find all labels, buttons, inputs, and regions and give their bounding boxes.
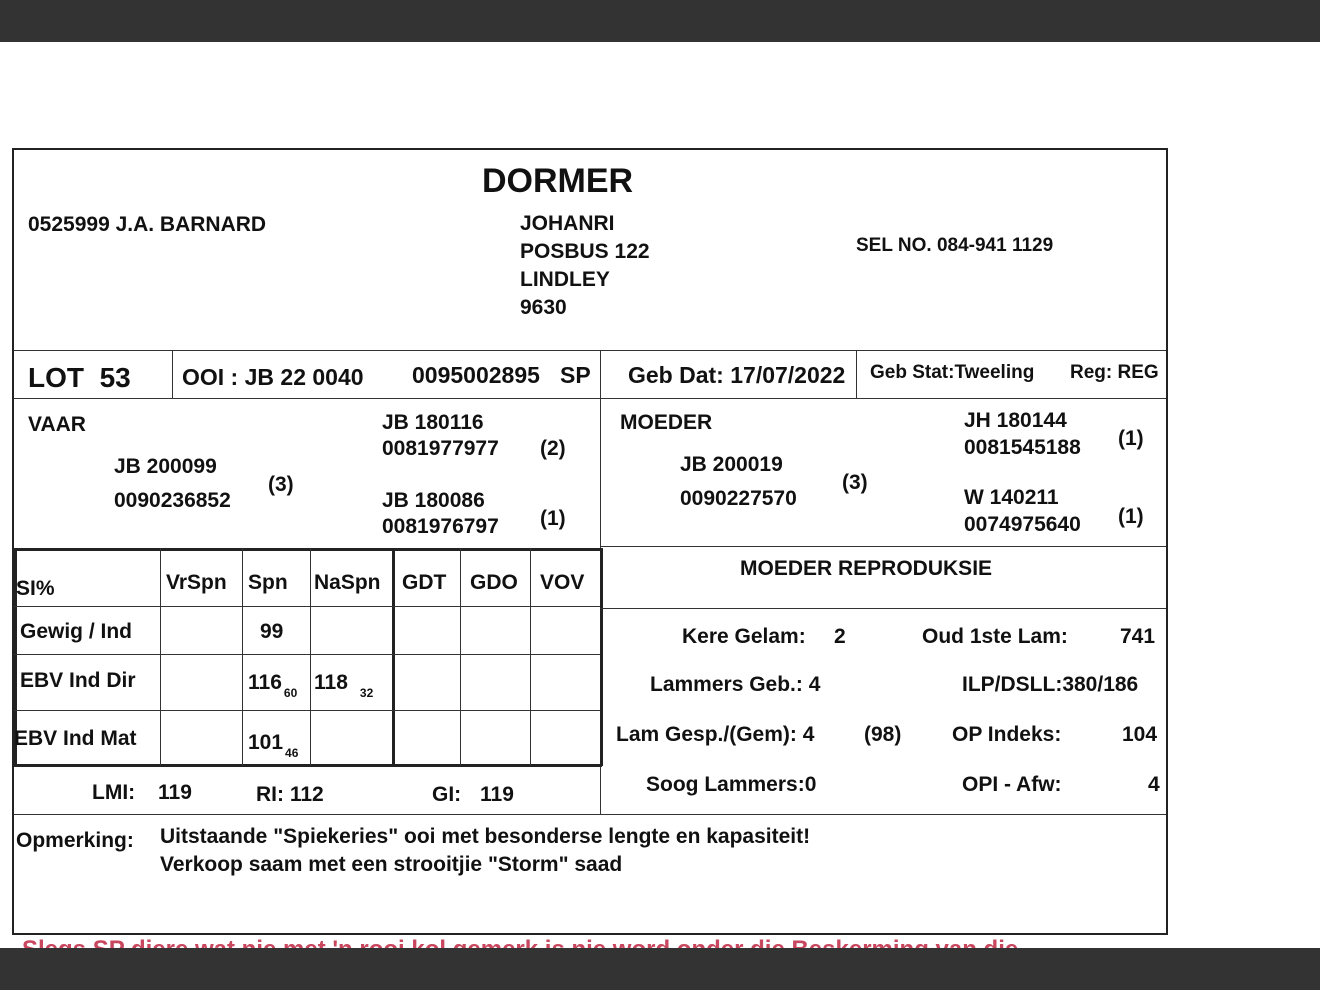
table-border <box>14 764 602 767</box>
table-header: VrSpn <box>166 571 227 594</box>
divider <box>600 350 601 548</box>
table-grid <box>160 548 161 766</box>
ri-value: RI: 112 <box>256 783 324 806</box>
dam-id: 0090227570 <box>680 487 797 510</box>
table-grid <box>14 654 600 655</box>
table-grid <box>530 548 531 766</box>
table-header: GDT <box>402 571 447 594</box>
sire-dam-grade: (1) <box>540 507 566 530</box>
table-grid <box>242 548 243 766</box>
table-header: GDO <box>470 571 518 594</box>
dam-name: JB 200019 <box>680 453 783 476</box>
top-toolbar <box>0 0 1320 42</box>
dam-dam-grade: (1) <box>1118 505 1144 528</box>
lam-gesp-gem: (98) <box>864 723 902 746</box>
table-border <box>392 548 395 766</box>
sire-sire-grade: (2) <box>540 437 566 460</box>
row-label: Gewig / Ind <box>20 620 133 643</box>
sire-dam-id: 0081976797 <box>382 515 499 538</box>
dam-dam-id: 0074975640 <box>964 513 1081 536</box>
sire-dam-name: JB 180086 <box>382 489 485 512</box>
lammers-geb: Lammers Geb.: 4 <box>650 673 821 696</box>
registration: Reg: REG <box>1070 362 1159 383</box>
soog-lammers: Soog Lammers:0 <box>646 773 817 796</box>
lam-gesp: Lam Gesp./(Gem): 4 <box>616 723 815 746</box>
dam-dam-name: W 140211 <box>964 486 1059 509</box>
divider <box>172 350 173 398</box>
breeder-name: 0525999 J.A. BARNARD <box>28 213 267 236</box>
table-grid <box>460 548 461 766</box>
dam-sire-grade: (1) <box>1118 427 1144 450</box>
kere-label: Kere Gelam: <box>682 625 806 648</box>
repro-title: MOEDER REPRODUKSIE <box>740 557 993 580</box>
cell-naspn: 118 $_{32}$ <box>314 671 374 700</box>
sire-sire-id: 0081977977 <box>382 437 499 460</box>
divider <box>856 350 857 398</box>
gi-value: 119 <box>480 783 514 806</box>
kere-value: 2 <box>834 625 846 648</box>
ilp-dsll: ILP/DSLL:380/186 <box>962 673 1139 696</box>
oud-label: Oud 1ste Lam: <box>922 625 1068 648</box>
sire-heading: VAAR <box>28 413 86 436</box>
address-name: JOHANRI <box>520 212 615 235</box>
remark-line2: Verkoop saam met een strooitjie "Storm" saad <box>160 853 623 876</box>
address-code: 9630 <box>520 296 567 319</box>
sire-sire-name: JB 180116 <box>382 411 484 434</box>
row-label: EBV Ind Mat <box>14 727 137 750</box>
cell-spn: 116 $_{60}$ <box>248 671 298 700</box>
dam-heading: MOEDER <box>620 411 713 434</box>
divider <box>14 398 1166 399</box>
remark-line1: Uitstaande "Spiekeries" ooi met besonderse lengte en kapasiteit! <box>160 825 811 848</box>
op-label: OP Indeks: <box>952 723 1062 746</box>
remark-label: Opmerking: <box>16 829 134 852</box>
dam-grade: (3) <box>842 471 868 494</box>
breed-title: DORMER <box>482 162 634 200</box>
sire-id: 0090236852 <box>114 489 231 512</box>
divider <box>600 608 1166 609</box>
table-border <box>600 548 603 766</box>
table-grid <box>310 548 311 766</box>
ooi-id: 0095002895 <box>412 362 540 388</box>
ooi-code: SP <box>560 362 591 388</box>
table-grid <box>14 606 600 607</box>
table-header: VOV <box>540 571 585 594</box>
address-town: LINDLEY <box>520 268 610 291</box>
birth-date: Geb Dat: 17/07/2022 <box>628 362 846 388</box>
op-value: 104 <box>1122 723 1158 746</box>
divider <box>14 814 1166 815</box>
gi-label: GI: <box>432 783 462 806</box>
footer-notice <box>22 934 1162 948</box>
row-label: EBV Ind Dir <box>20 669 136 692</box>
divider <box>600 766 601 814</box>
lmi-value: 119 <box>158 781 192 804</box>
dam-sire-name: JH 180144 <box>964 409 1067 432</box>
opi-label: OPI - Afw: <box>962 773 1062 796</box>
cell-number: SEL NO. 084-941 1129 <box>856 235 1054 256</box>
address-line1: POSBUS 122 <box>520 240 650 263</box>
table-header: NaSpn <box>314 571 381 594</box>
cell-spn: 99 <box>260 620 284 643</box>
divider <box>600 546 1166 547</box>
table-grid <box>14 710 600 711</box>
sire-grade: (3) <box>268 473 294 496</box>
ooi-number: OOI : JB 22 0040 <box>182 364 364 390</box>
bottom-toolbar <box>0 948 1320 990</box>
divider <box>14 350 1166 351</box>
lmi-label: LMI: <box>92 781 136 804</box>
sale-catalog-card <box>12 148 1168 935</box>
table-border <box>14 548 600 551</box>
opi-value: 4 <box>1148 773 1160 796</box>
table-header: SI% <box>16 577 55 600</box>
dam-sire-id: 0081545188 <box>964 436 1081 459</box>
lot-label: LOT 53 <box>28 362 131 393</box>
oud-value: 741 <box>1120 625 1156 648</box>
sire-name: JB 200099 <box>114 455 217 478</box>
birth-status: Geb Stat:Tweeling <box>870 362 1035 383</box>
cell-spn: 101 $_{46}$ <box>248 731 299 760</box>
table-header: Spn <box>248 571 288 594</box>
